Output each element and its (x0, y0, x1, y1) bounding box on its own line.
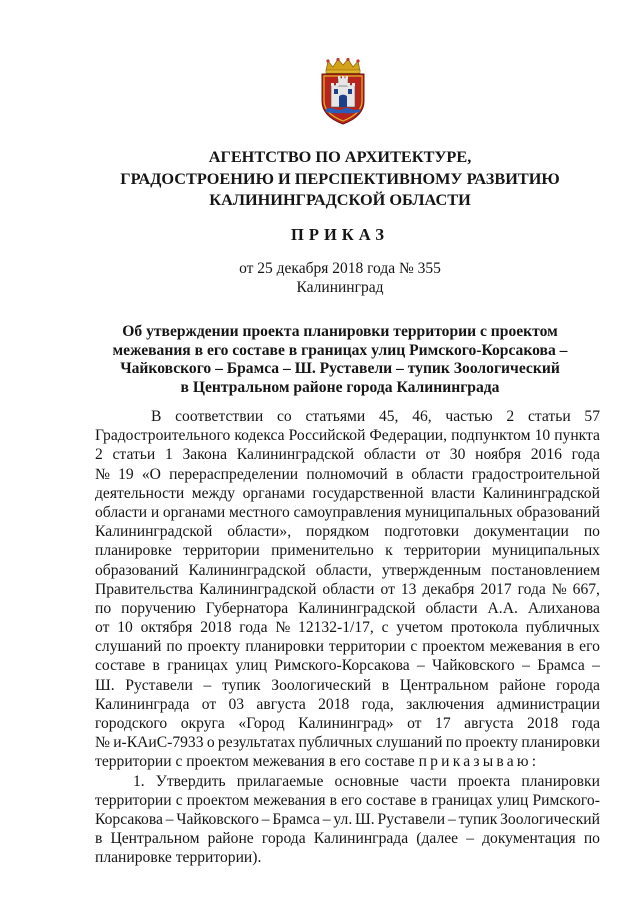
word: планировки (521, 772, 600, 790)
word: – (417, 657, 425, 675)
word: межевания (489, 638, 562, 656)
word: года (517, 580, 546, 598)
word: статьи (527, 408, 571, 425)
body-line (95, 541, 600, 560)
word: области (363, 446, 416, 464)
word: Брамса (537, 657, 585, 675)
word: 10 (534, 427, 551, 445)
word: 46, (412, 408, 432, 425)
word: А.А. (487, 599, 518, 617)
word: самоуправления (293, 503, 402, 521)
word: и (150, 503, 160, 521)
word: Федерации, (369, 427, 448, 445)
word: 13 (400, 580, 417, 598)
order-directive-word: приказываю: (418, 753, 540, 771)
word: Российской (288, 427, 366, 445)
word: подпунктом (451, 427, 531, 445)
word: 2016 (530, 446, 562, 464)
body-line (95, 733, 600, 752)
word: о (206, 734, 215, 752)
word: Корсакова (95, 810, 163, 828)
word: публичных (525, 619, 600, 637)
word: проектом (186, 791, 250, 809)
word: № (95, 734, 110, 752)
body-line (95, 522, 600, 541)
body-closing-text: территории с проектом межевания в его составе (95, 753, 419, 771)
word: города (261, 830, 306, 848)
subject-line: Чайковского – Брамса – Ш. Руставели – тупик Зоологический (120, 360, 560, 378)
word: основные (334, 772, 399, 790)
word: Чайковского (432, 657, 515, 675)
word: по (445, 734, 462, 752)
body-line (95, 407, 600, 426)
agency-name-line: АГЕНТСТВО ПО АРХИТЕКТУРЕ, (208, 147, 472, 166)
word: в (95, 830, 103, 848)
word: Калининградской (482, 484, 600, 502)
body-line (95, 656, 600, 675)
word: 2 (95, 446, 103, 464)
word: – (261, 810, 270, 828)
order-body (95, 407, 600, 868)
subject-line: межевания в его составе в границах улиц Римского-Корсакова – (112, 341, 568, 359)
word: поручению (121, 599, 196, 617)
word: Калининград» (298, 715, 394, 732)
word: слушаний (375, 734, 443, 752)
word: документации (474, 523, 569, 541)
word: прилагаемые (236, 772, 324, 790)
word: планировки (521, 734, 600, 752)
word: частью (445, 408, 493, 425)
word: Алиханова (527, 599, 600, 617)
word: Калининградской (236, 446, 355, 464)
word: протокола (450, 619, 518, 637)
agency-name (80, 146, 600, 211)
word: по (583, 830, 600, 848)
word: № (551, 580, 567, 598)
word: к (385, 542, 393, 560)
word: области, (315, 561, 372, 579)
word: границах (167, 657, 229, 675)
word: «Город (238, 715, 285, 732)
word: № (95, 465, 110, 483)
word: года, (361, 695, 394, 713)
word: тупик (458, 810, 498, 828)
word: 30 (449, 446, 466, 464)
word: планировке (95, 542, 172, 560)
word: результатах (217, 734, 296, 752)
word: года (571, 446, 600, 464)
word: области (425, 599, 478, 617)
word: области (322, 580, 375, 598)
word: 19 (118, 465, 134, 483)
word: (далее (416, 830, 459, 848)
word: органами (242, 484, 305, 502)
word: округа (180, 715, 225, 732)
word: администрации (496, 695, 600, 713)
word: перераспределении (169, 465, 299, 483)
word: Губернатора (205, 599, 289, 617)
word: статьи (112, 446, 156, 464)
word: от (425, 446, 441, 464)
word: муниципальных (492, 542, 600, 560)
word: «О (141, 465, 161, 483)
word: межевания (253, 791, 326, 809)
order-date-number: от 25 декабря 2018 года № 355 (239, 260, 441, 277)
body-line (95, 599, 600, 618)
word: между (191, 484, 236, 502)
word: образований (516, 503, 600, 521)
word: августа (464, 715, 514, 732)
word: его (579, 638, 600, 656)
document-type-title: ПРИКАЗ (291, 225, 389, 244)
item1-line (95, 829, 600, 848)
body-line (95, 580, 600, 599)
agency-name-line: ГРАДОСТРОЕНИЮ И ПЕРСПЕКТИВНОМУ РАЗВИТИЮ (120, 168, 560, 188)
word: по (583, 523, 600, 541)
word: Калининграда (95, 695, 190, 713)
word: соответствии (175, 408, 264, 425)
word: области (95, 503, 148, 521)
word: 2018 (200, 619, 232, 637)
word: ноября (475, 446, 522, 464)
word: границах (431, 791, 493, 809)
word: кодекса (234, 427, 285, 445)
word: его (341, 791, 362, 809)
word: территории (95, 791, 172, 809)
word: области», (227, 523, 292, 541)
word: органами (162, 503, 226, 521)
word: Руставели (125, 676, 193, 694)
word: 57 (584, 408, 600, 425)
word: Брамса (272, 810, 320, 828)
word: проекту (465, 734, 519, 752)
word: заключения (406, 695, 485, 713)
word: планировки (245, 638, 324, 656)
word: Чайковского (176, 810, 259, 828)
subject-line: Об утверждении проекта планировки территории с проектом (122, 323, 558, 340)
word: – (592, 657, 600, 675)
word: районе (207, 830, 254, 848)
word: применительно (271, 542, 374, 560)
item1-line (95, 772, 600, 791)
body-line (95, 484, 600, 503)
word: – (447, 810, 456, 828)
word: по (95, 599, 112, 617)
word: Руставели (377, 810, 446, 828)
word: подготовки (384, 523, 460, 541)
word: власти (431, 484, 476, 502)
word: 10 (117, 619, 133, 637)
word: слушаний (95, 638, 162, 656)
word: районе (499, 676, 546, 694)
word: местного (228, 503, 290, 521)
word: Калининградской (199, 580, 317, 598)
word: декабря (422, 580, 475, 598)
word: территории (328, 638, 406, 656)
body-line (95, 561, 600, 580)
item1-line (95, 791, 600, 810)
body-line (95, 637, 600, 656)
word: документация (482, 830, 576, 848)
subject-line: в Центральном районе города Калининграда (180, 378, 500, 396)
word: города (556, 676, 600, 694)
body-closing-line (95, 752, 600, 771)
word: полномочий (306, 465, 388, 483)
word: В (151, 408, 162, 425)
word: от (95, 619, 110, 637)
word: – (165, 810, 174, 828)
agency-name-line: КАЛИНИНГРАДСКОЙ ОБЛАСТИ (209, 190, 471, 209)
word: – (203, 676, 212, 694)
word: в (381, 676, 390, 694)
word: утвержденным (381, 561, 482, 579)
body-line (95, 618, 600, 637)
word: постановлением (491, 561, 600, 579)
word: – (466, 830, 474, 848)
word: Утвердить (155, 772, 226, 790)
word: от (380, 580, 395, 598)
word: с (175, 791, 183, 809)
word: тупик (221, 676, 261, 694)
word: года (571, 715, 600, 732)
word: с (410, 638, 418, 656)
word: года (239, 619, 268, 637)
word: 45, (378, 408, 399, 425)
word: государственной (312, 484, 424, 502)
word: Ш. (355, 810, 375, 828)
word: проекта (457, 772, 511, 790)
word: учетом (396, 619, 443, 637)
word: со (277, 408, 292, 425)
word: в (152, 657, 160, 675)
word: Ш. (95, 676, 115, 694)
word: улиц (235, 657, 268, 675)
word: муниципальных (404, 503, 513, 521)
word: от (407, 715, 422, 732)
word: 2018 (527, 715, 559, 732)
word: с (381, 619, 389, 637)
word: статьями (305, 408, 366, 425)
word: части (409, 772, 447, 790)
word: 667, (572, 580, 600, 598)
word: Центральном (110, 830, 200, 848)
word: – (522, 657, 530, 675)
word: Калининграда (313, 830, 409, 848)
word: 12132-1/17, (298, 619, 374, 637)
word: 2017 (480, 580, 512, 598)
word: 1. (133, 772, 145, 790)
word: августа (256, 695, 306, 713)
item1-last-line: планировке территории). (95, 849, 262, 867)
body-line (95, 503, 600, 522)
word: Римского-Корсакова (274, 657, 410, 675)
word: 17 (435, 715, 451, 732)
item1-line (95, 810, 600, 829)
body-line (95, 445, 600, 464)
word: в (395, 465, 404, 483)
order-meta (80, 259, 600, 297)
word: Градостроительного (95, 427, 231, 445)
word: ул. (333, 810, 353, 828)
word: публичных (298, 734, 373, 752)
word: 2 (506, 408, 515, 425)
word: Калининградской (298, 599, 416, 617)
word: Закона (182, 446, 228, 464)
order-subject (80, 323, 600, 397)
word: в (420, 791, 428, 809)
word: образований (95, 561, 179, 579)
word: от (201, 695, 217, 713)
word: в (329, 791, 338, 809)
word: № (275, 619, 291, 637)
word: деятельности (95, 484, 185, 502)
word: Правительства (95, 580, 194, 598)
word: по (166, 638, 183, 656)
order-city: Калининград (296, 279, 384, 296)
word: территории (404, 542, 481, 560)
body-line (95, 714, 600, 733)
body-line (95, 695, 600, 714)
word: Центральном (399, 676, 489, 694)
body-line (95, 465, 600, 484)
word: составе (366, 791, 417, 809)
body-line (95, 426, 600, 445)
word: 03 (228, 695, 245, 713)
word: и-КАиС-7933 (113, 734, 204, 752)
word: Калининградской (188, 561, 306, 579)
word: городского (95, 715, 168, 732)
word: Римского- (532, 791, 600, 809)
kaliningrad-coat-of-arms-icon (318, 57, 368, 125)
word: Калининградской (95, 523, 213, 541)
word: составе (95, 657, 146, 675)
word: порядком (306, 523, 370, 541)
word: проекту (187, 638, 241, 656)
word: – (322, 810, 331, 828)
word: пункта (554, 427, 600, 445)
word: проектом (422, 638, 485, 656)
word: Зоологический (271, 676, 372, 694)
word: 1 (164, 446, 173, 464)
word: в (566, 638, 575, 656)
word: 2018 (318, 695, 350, 713)
word: октября (140, 619, 193, 637)
body-line (95, 676, 600, 695)
word: области (411, 465, 464, 483)
word: градостроительной (471, 465, 600, 483)
word: территории (183, 542, 260, 560)
word: Зоологический (500, 810, 600, 828)
word: улиц (496, 791, 529, 809)
